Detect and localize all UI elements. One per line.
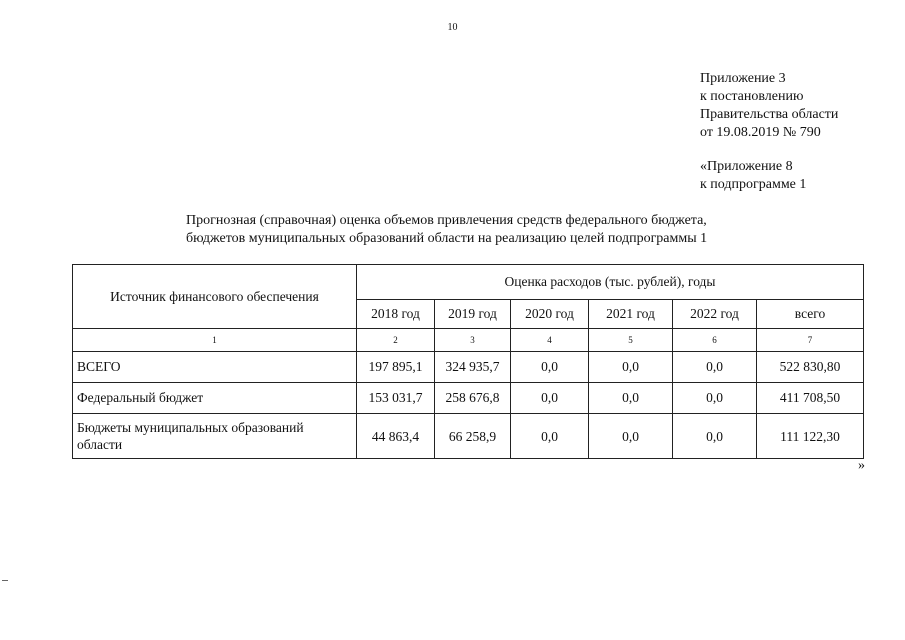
column-number: 3 — [435, 329, 511, 352]
row-source: ВСЕГО — [73, 352, 357, 383]
table-row — [73, 352, 864, 383]
row-value: 0,0 — [589, 414, 673, 459]
row-value: 0,0 — [673, 352, 757, 383]
row-value: 324 935,7 — [435, 352, 511, 383]
table-row — [73, 414, 864, 459]
row-value: 0,0 — [673, 414, 757, 459]
margin-mark — [2, 580, 8, 581]
row-value: 0,0 — [511, 414, 589, 459]
row-total: 111 122,30 — [757, 414, 864, 459]
appendix-block — [700, 70, 900, 194]
row-value: 66 258,9 — [435, 414, 511, 459]
row-value: 197 895,1 — [357, 352, 435, 383]
header-year: 2020 год — [511, 300, 589, 329]
column-number: 2 — [357, 329, 435, 352]
appendix-gap — [700, 142, 900, 158]
row-value: 0,0 — [673, 383, 757, 414]
header-year: 2018 год — [357, 300, 435, 329]
row-value: 44 863,4 — [357, 414, 435, 459]
appendix-line: «Приложение 8 — [700, 159, 793, 174]
row-value: 0,0 — [511, 383, 589, 414]
closing-quote: » — [858, 458, 865, 473]
appendix-line: Правительства области — [700, 107, 839, 122]
column-number: 5 — [589, 329, 673, 352]
row-value: 0,0 — [511, 352, 589, 383]
row-value: 258 676,8 — [435, 383, 511, 414]
title-line-1: Прогнозная (справочная) оценка объемов привлечения средств федерального бюджета, — [186, 213, 707, 228]
header-year: 2021 год — [589, 300, 673, 329]
row-source: Федеральный бюджет — [73, 383, 357, 414]
header-year: 2022 год — [673, 300, 757, 329]
document-title — [186, 212, 806, 248]
appendix-line: к постановлению — [700, 89, 804, 104]
table-row — [73, 383, 864, 414]
row-total: 411 708,50 — [757, 383, 864, 414]
header-source: Источник финансового обеспечения — [73, 265, 357, 329]
title-line-2: бюджетов муниципальных образований области на реализацию целей подпрограммы 1 — [186, 231, 708, 246]
row-value: 0,0 — [589, 383, 673, 414]
appendix-line: Приложение 3 — [700, 71, 786, 86]
header-expenses: Оценка расходов (тыс. рублей), годы — [357, 265, 864, 300]
row-total: 522 830,80 — [757, 352, 864, 383]
column-number: 6 — [673, 329, 757, 352]
column-number: 4 — [511, 329, 589, 352]
row-value: 153 031,7 — [357, 383, 435, 414]
appendix-line: от 19.08.2019 № 790 — [700, 125, 821, 140]
row-source: Бюджеты муниципальных образований области — [73, 414, 357, 459]
budget-table — [72, 264, 864, 459]
header-year: 2019 год — [435, 300, 511, 329]
appendix-line: к подпрограмме 1 — [700, 177, 807, 192]
header-total: всего — [757, 300, 864, 329]
column-number: 1 — [73, 329, 357, 352]
column-number: 7 — [757, 329, 864, 352]
row-value: 0,0 — [589, 352, 673, 383]
page-number: 10 — [447, 22, 458, 33]
